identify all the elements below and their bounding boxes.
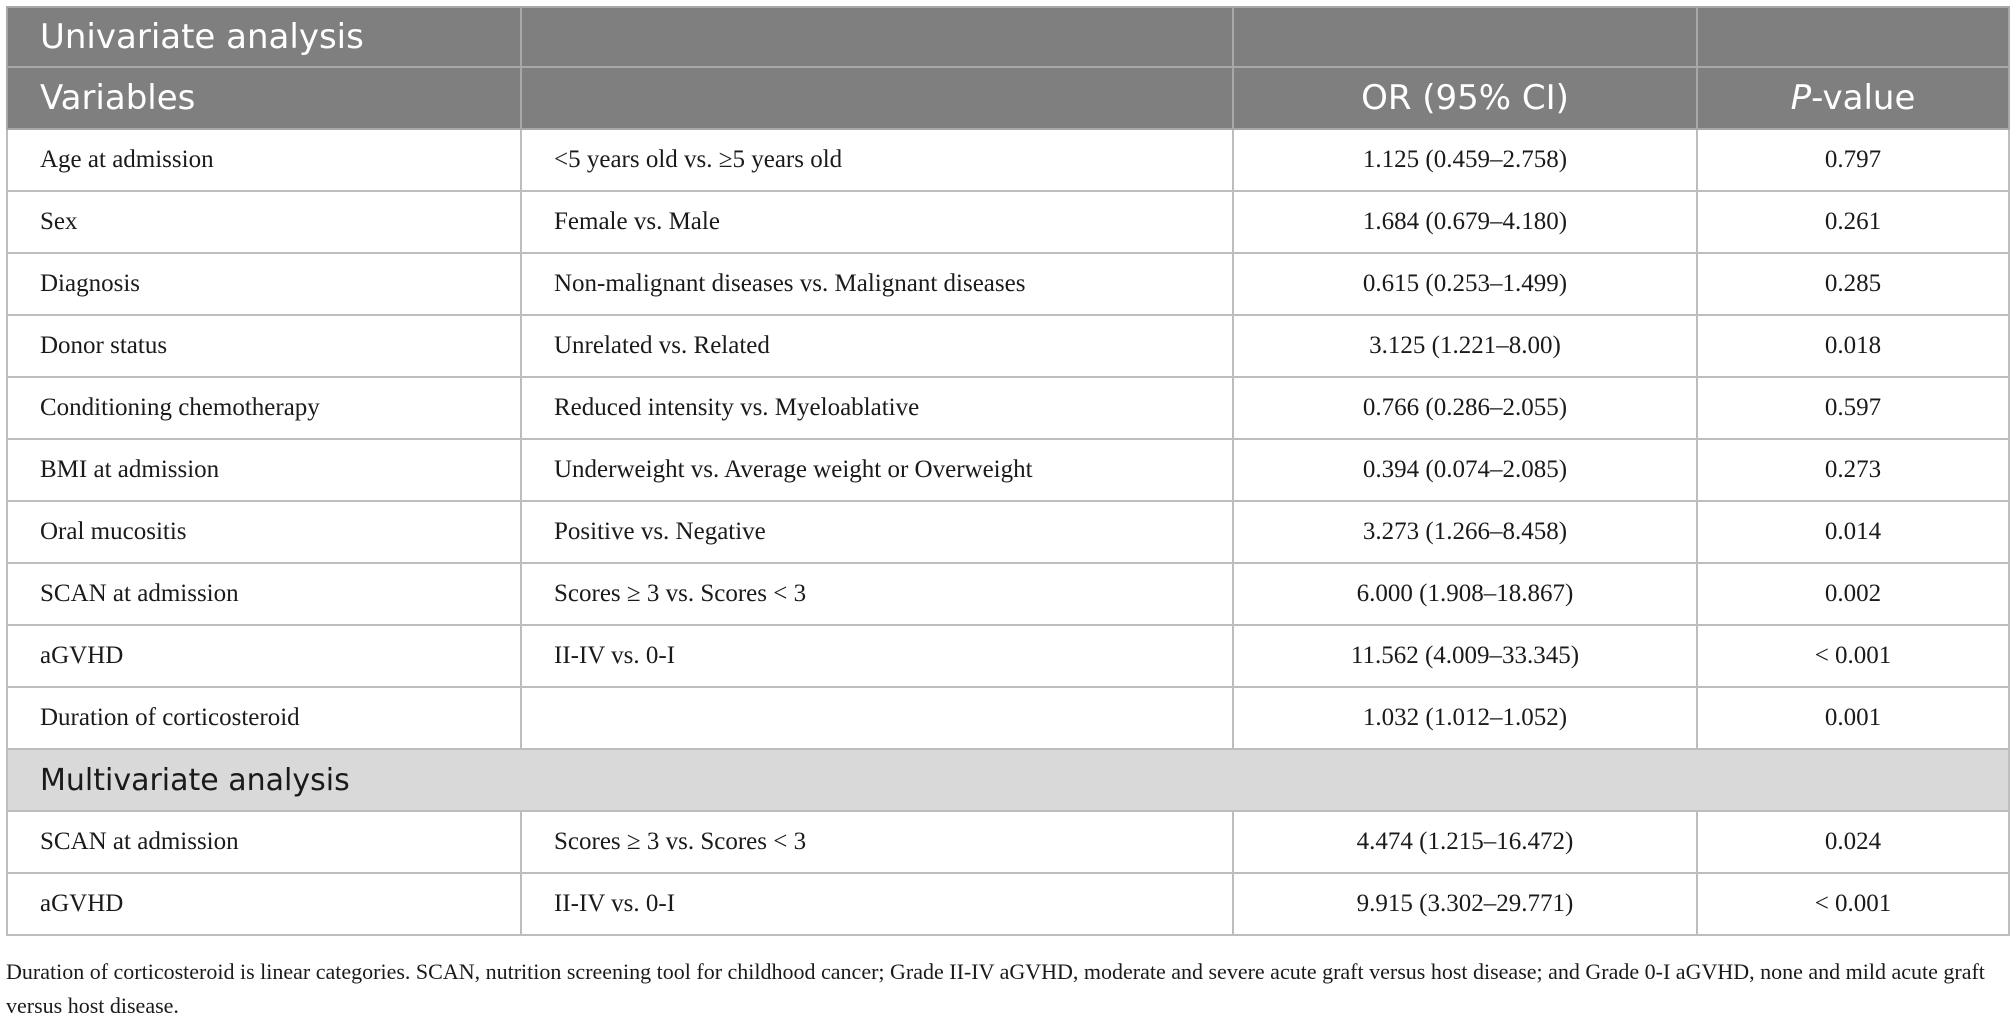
variable-cell: aGVHD <box>7 625 521 687</box>
p-value-cell: 0.018 <box>1697 315 2009 377</box>
p-value-cell: < 0.001 <box>1697 873 2009 935</box>
table-row <box>7 687 2009 749</box>
table-row <box>7 811 2009 873</box>
comparison-cell: Reduced intensity vs. Myeloablative <box>521 377 1233 439</box>
or-cell: 9.915 (3.302–29.771) <box>1233 873 1697 935</box>
p-value-cell: 0.002 <box>1697 563 2009 625</box>
variable-cell: Sex <box>7 191 521 253</box>
or-cell: 1.125 (0.459–2.758) <box>1233 129 1697 191</box>
or-cell: 6.000 (1.908–18.867) <box>1233 563 1697 625</box>
table-row <box>7 191 2009 253</box>
comparison-cell: Positive vs. Negative <box>521 501 1233 563</box>
variable-cell: Donor status <box>7 315 521 377</box>
table-row <box>7 873 2009 935</box>
col-p-header: P-value <box>1697 67 2009 129</box>
variable-cell: SCAN at admission <box>7 563 521 625</box>
p-value-cell: 0.597 <box>1697 377 2009 439</box>
table-row <box>7 625 2009 687</box>
variable-cell: Duration of corticosteroid <box>7 687 521 749</box>
univariate-title: Univariate analysis <box>7 7 521 67</box>
p-value-cell: 0.024 <box>1697 811 2009 873</box>
p-value-cell: 0.285 <box>1697 253 2009 315</box>
comparison-cell: Underweight vs. Average weight or Overweight <box>521 439 1233 501</box>
or-cell: 4.474 (1.215–16.472) <box>1233 811 1697 873</box>
column-header-row <box>7 67 2009 129</box>
table-row <box>7 253 2009 315</box>
or-cell: 0.615 (0.253–1.499) <box>1233 253 1697 315</box>
table-row <box>7 315 2009 377</box>
variable-cell: aGVHD <box>7 873 521 935</box>
col-or-header: OR (95% CI) <box>1233 67 1697 129</box>
p-value-cell: 0.273 <box>1697 439 2009 501</box>
table-footnote: Duration of corticosteroid is linear categories. SCAN, nutrition screening tool for childhood cancer; Grade II-IV aGVHD, moderate and severe acute graft versus host disease; and Grade 0-I aGVHD, none and mild acute graft versus host disease. <box>6 959 1985 1018</box>
variable-cell: Oral mucositis <box>7 501 521 563</box>
variable-cell: Age at admission <box>7 129 521 191</box>
results-table <box>6 6 2010 936</box>
p-value-cell: 0.001 <box>1697 687 2009 749</box>
comparison-cell: Scores ≥ 3 vs. Scores < 3 <box>521 811 1233 873</box>
or-cell: 1.032 (1.012–1.052) <box>1233 687 1697 749</box>
table-row <box>7 439 2009 501</box>
table-row <box>7 129 2009 191</box>
table-row <box>7 377 2009 439</box>
comparison-cell <box>521 687 1233 749</box>
comparison-cell: II-IV vs. 0-I <box>521 873 1233 935</box>
p-value-cell: 0.261 <box>1697 191 2009 253</box>
comparison-cell: Scores ≥ 3 vs. Scores < 3 <box>521 563 1233 625</box>
variable-cell: SCAN at admission <box>7 811 521 873</box>
p-value-cell: 0.014 <box>1697 501 2009 563</box>
univariate-section-header <box>7 7 2009 67</box>
or-cell: 1.684 (0.679–4.180) <box>1233 191 1697 253</box>
variable-cell: Conditioning chemotherapy <box>7 377 521 439</box>
variable-cell: BMI at admission <box>7 439 521 501</box>
table-row <box>7 501 2009 563</box>
comparison-cell: Unrelated vs. Related <box>521 315 1233 377</box>
comparison-cell: Non-malignant diseases vs. Malignant diseases <box>521 253 1233 315</box>
comparison-cell: II-IV vs. 0-I <box>521 625 1233 687</box>
col-variables-header: Variables <box>7 67 521 129</box>
or-cell: 3.273 (1.266–8.458) <box>1233 501 1697 563</box>
or-cell: 0.766 (0.286–2.055) <box>1233 377 1697 439</box>
multivariate-section-header <box>7 749 2009 811</box>
multivariate-title: Multivariate analysis <box>7 749 2009 811</box>
or-cell: 0.394 (0.074–2.085) <box>1233 439 1697 501</box>
p-value-cell: 0.797 <box>1697 129 2009 191</box>
variable-cell: Diagnosis <box>7 253 521 315</box>
p-value-cell: < 0.001 <box>1697 625 2009 687</box>
comparison-cell: <5 years old vs. ≥5 years old <box>521 129 1233 191</box>
comparison-cell: Female vs. Male <box>521 191 1233 253</box>
or-cell: 3.125 (1.221–8.00) <box>1233 315 1697 377</box>
or-cell: 11.562 (4.009–33.345) <box>1233 625 1697 687</box>
table-row <box>7 563 2009 625</box>
